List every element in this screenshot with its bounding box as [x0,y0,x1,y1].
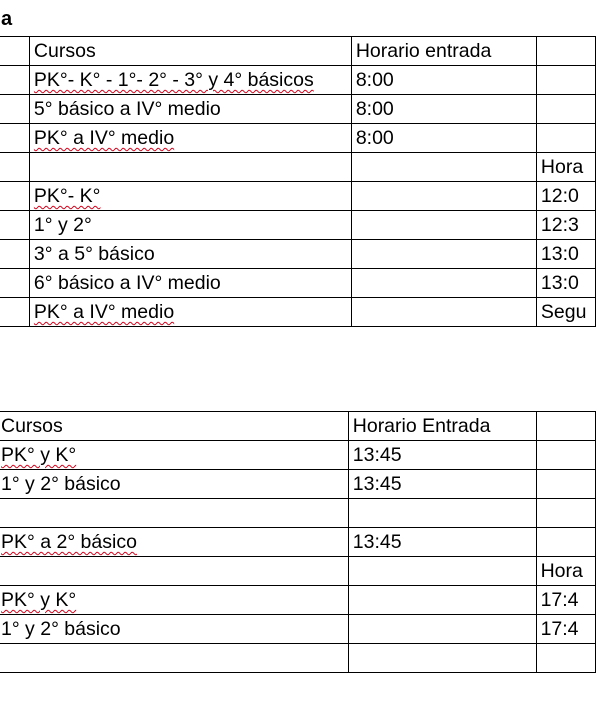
time-cell [348,615,536,644]
extra-cell: 13:0 [536,240,595,269]
table-row [0,298,596,327]
table-header-row [0,37,596,66]
schedule-table-morning [0,36,596,327]
extra-cell [536,470,595,499]
table-row [0,557,596,586]
time-cell [351,269,536,298]
extra-cell: Hora [536,557,595,586]
header-cursos: Cursos [0,412,348,441]
table-row [0,528,596,557]
extra-cell: 17:4 [536,586,595,615]
time-cell [348,644,536,673]
table-row [0,269,596,298]
time-cell: 8:00 [351,95,536,124]
row-margin-cell [0,153,29,182]
time-cell [351,298,536,327]
time-cell [348,557,536,586]
time-cell [348,586,536,615]
row-margin-cell [0,124,29,153]
header-extra [536,37,595,66]
table-row [0,66,596,95]
time-cell: 8:00 [351,124,536,153]
extra-cell [536,124,595,153]
row-margin-cell [0,240,29,269]
course-cell: 1° y 2° básico [0,615,348,644]
table-header-row [0,412,596,441]
time-cell: 13:45 [348,528,536,557]
extra-cell: Segu [536,298,595,327]
row-margin-cell [0,211,29,240]
course-cell: PK°- K° [29,182,351,211]
course-cell: 5° básico a IV° medio [29,95,351,124]
extra-cell [536,66,595,95]
course-cell: PK° a IV° medio [29,298,351,327]
course-cell: PK° a 2° básico [0,528,348,557]
row-margin-cell [0,298,29,327]
time-cell: 8:00 [351,66,536,95]
course-cell: PK° a IV° medio [29,124,351,153]
time-cell [351,240,536,269]
time-cell [351,182,536,211]
course-cell: PK°- K° - 1°- 2° - 3° y 4° básicos [29,66,351,95]
course-cell: 6° básico a IV° medio [29,269,351,298]
row-margin-cell [0,269,29,298]
time-cell: 13:45 [348,441,536,470]
table-row [0,124,596,153]
table-row [0,95,596,124]
row-margin-cell [0,182,29,211]
extra-cell [536,644,595,673]
course-cell [0,644,348,673]
section-heading: a [1,8,13,30]
course-cell [0,499,348,528]
course-cell: 3° a 5° básico [29,240,351,269]
table-row [0,240,596,269]
course-cell: 1° y 2° [29,211,351,240]
row-margin-cell [0,95,29,124]
extra-cell: 12:0 [536,182,595,211]
extra-cell [536,95,595,124]
table-row [0,182,596,211]
schedule-table-afternoon [0,411,596,673]
course-cell: 1° y 2° básico [0,470,348,499]
extra-cell [536,441,595,470]
table-row [0,644,596,673]
table-row [0,470,596,499]
row-margin-cell [0,37,29,66]
time-cell [348,499,536,528]
table-row [0,153,596,182]
header-cursos: Cursos [29,37,351,66]
time-cell [351,211,536,240]
course-cell [0,557,348,586]
table-row [0,586,596,615]
course-cell [29,153,351,182]
extra-cell [536,528,595,557]
extra-cell: Hora [536,153,595,182]
time-cell [351,153,536,182]
table-row [0,441,596,470]
row-margin-cell [0,66,29,95]
course-cell: PK° y K° [0,586,348,615]
table-row [0,615,596,644]
extra-cell: 12:3 [536,211,595,240]
extra-cell: 13:0 [536,269,595,298]
table-row [0,499,596,528]
extra-cell [536,499,595,528]
extra-cell: 17:4 [536,615,595,644]
header-horario: Horario entrada [351,37,536,66]
course-cell: PK° y K° [0,441,348,470]
header-extra [536,412,595,441]
table-row [0,211,596,240]
header-horario: Horario Entrada [348,412,536,441]
time-cell: 13:45 [348,470,536,499]
